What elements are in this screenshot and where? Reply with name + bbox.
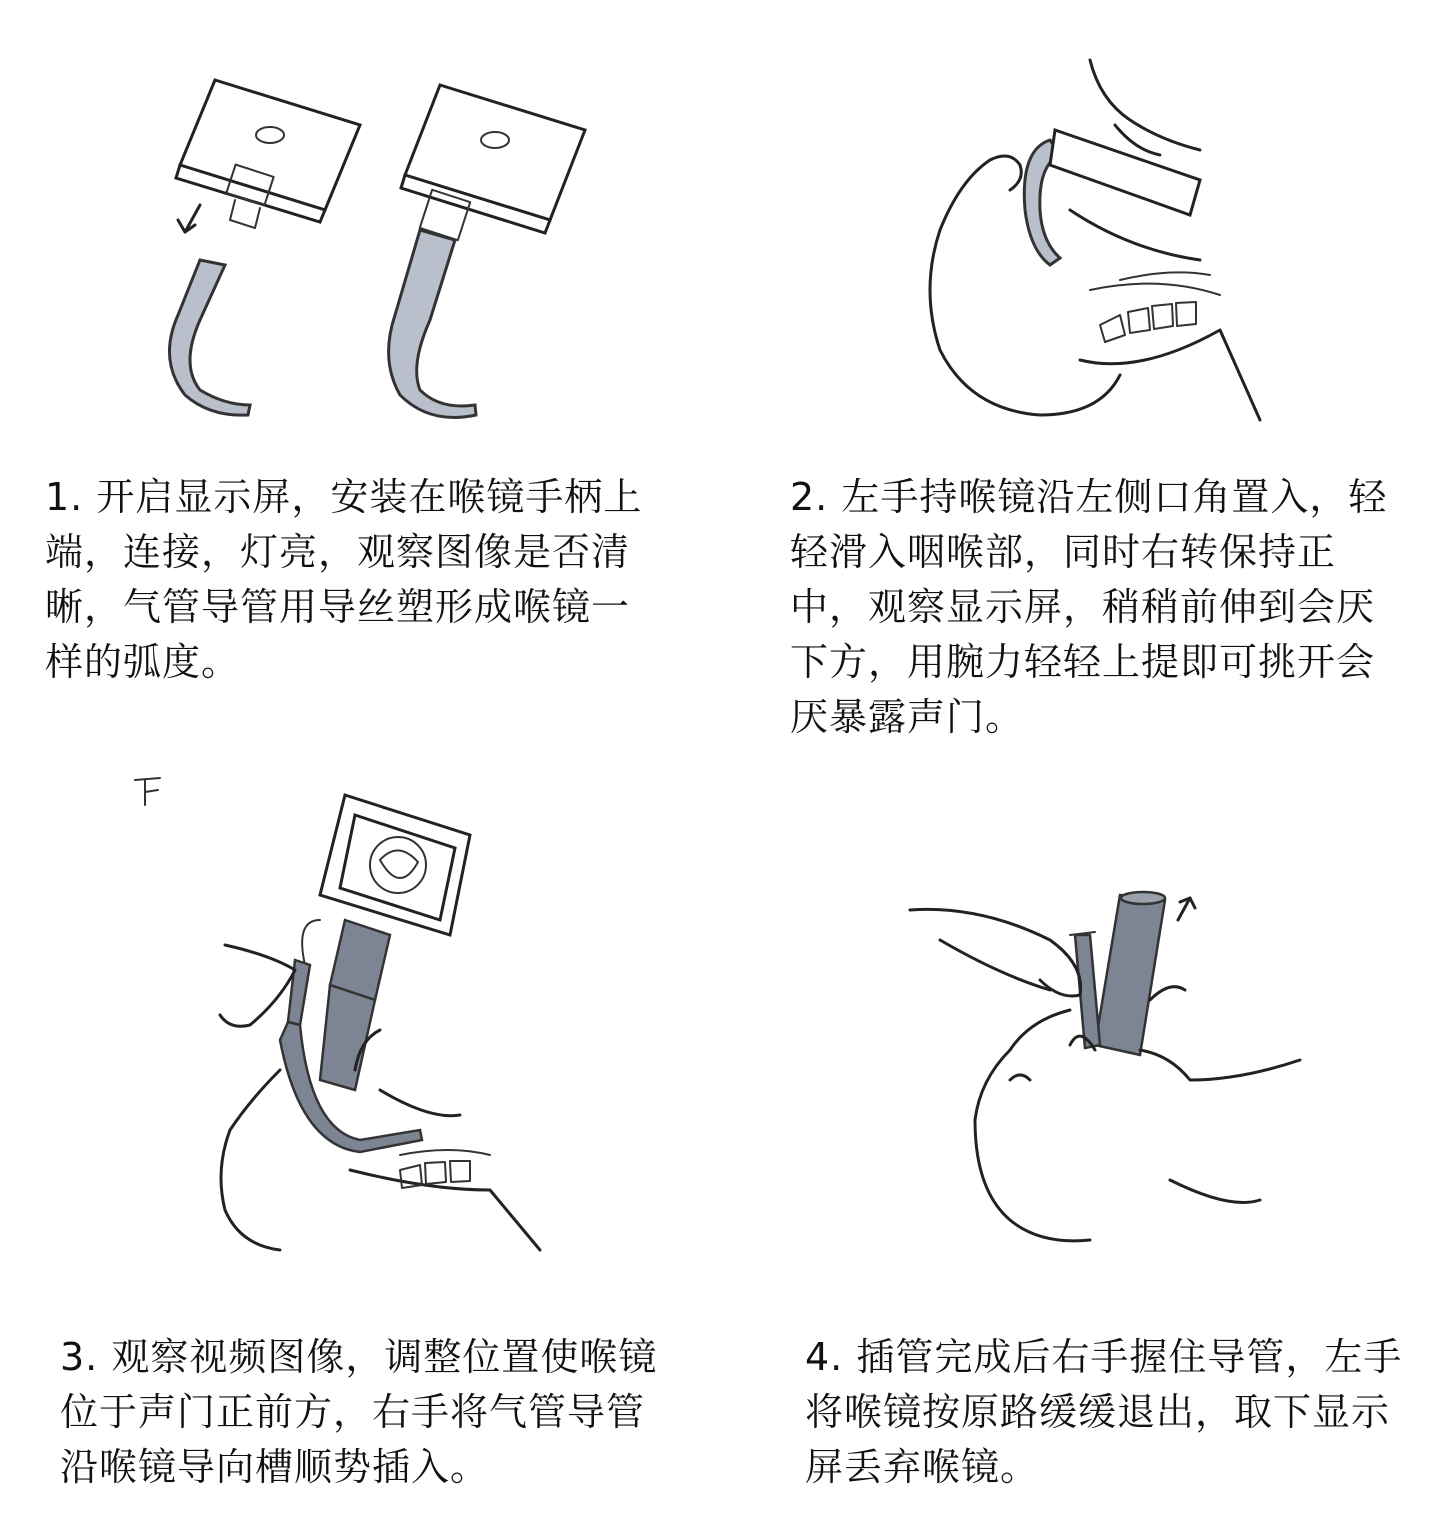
blade-insertion-icon — [900, 30, 1270, 430]
step-1-caption: 1. 开启显示屏，安装在喉镜手柄上端，连接，灯亮，观察图像是否清晰，气管导管用导丝塑形成喉镜一样的弧度。 — [45, 475, 643, 684]
step-4-caption: 4. 插管完成后右手握住导管，左手将喉镜按原路缓缓退出，取下显示屏丢弃喉镜。 — [805, 1335, 1403, 1489]
laryngoscope-assembly-icon — [130, 60, 590, 450]
scope-withdrawal-icon — [900, 880, 1320, 1260]
step-3-caption: 3. 观察视频图像，调整位置使喉镜位于声门正前方，右手将气管导管沿喉镜导向槽顺势插入。 — [60, 1335, 658, 1489]
step-2-caption: 2. 左手持喉镜沿左侧口角置入，轻轻滑入咽喉部，同时右转保持正中，观察显示屏，稍稍前伸到会厌下方，用腕力轻轻上提即可挑开会厌暴露声门。 — [790, 475, 1388, 739]
tube-insertion-icon — [130, 770, 560, 1260]
